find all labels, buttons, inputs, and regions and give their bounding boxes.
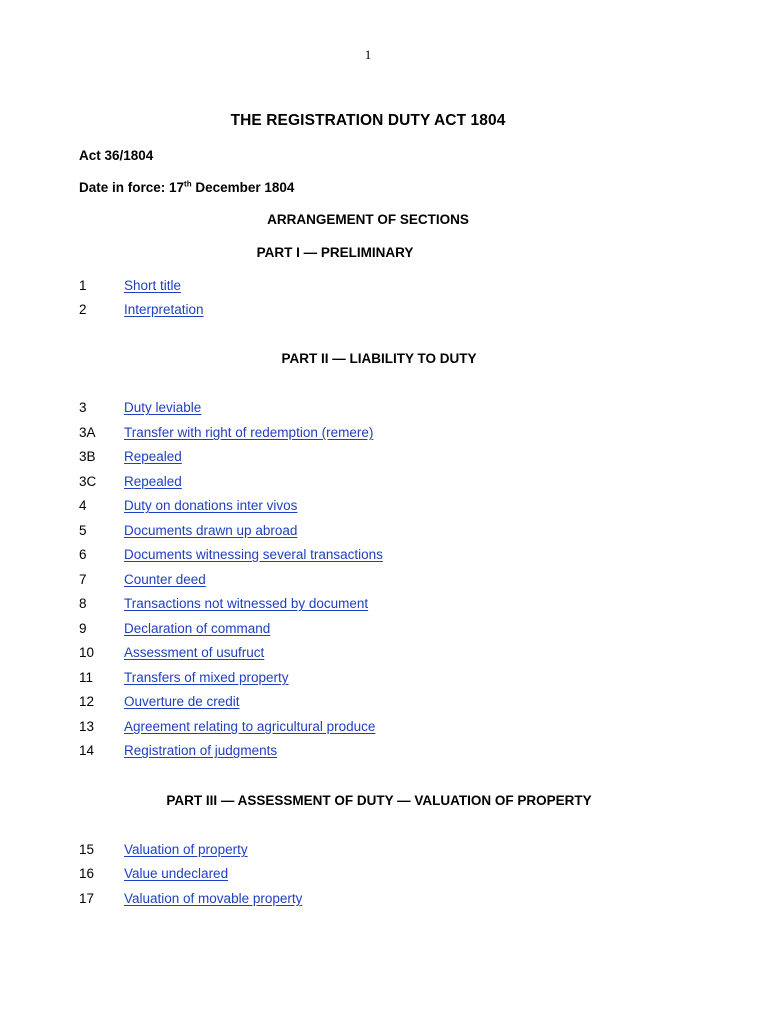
section-row — [0, 864, 770, 884]
section-link-repealed-3b[interactable]: Repealed — [124, 449, 182, 464]
section-link-short-title[interactable]: Short title — [124, 278, 182, 293]
section-number: 10 — [79, 645, 95, 660]
section-link-duty-leviable[interactable]: Duty leviable — [124, 400, 202, 415]
section-row — [0, 741, 770, 761]
section-row — [0, 521, 770, 541]
section-number: 11 — [79, 670, 94, 685]
section-link-movable-property[interactable]: Valuation of movable property — [124, 891, 303, 906]
section-link-mixed-property[interactable]: Transfers of mixed property — [124, 670, 289, 685]
section-row — [0, 643, 770, 663]
date-in-force-prefix: Date in force: 17 — [79, 180, 185, 195]
section-link-declaration-command[interactable]: Declaration of command — [124, 621, 271, 636]
section-row — [0, 300, 770, 320]
page-number: 1 — [364, 47, 372, 62]
section-number: 3B — [79, 449, 96, 464]
section-row — [0, 840, 770, 860]
part-heading-1: PART I — PRELIMINARY — [256, 245, 414, 260]
section-row — [0, 717, 770, 737]
date-in-force — [79, 180, 294, 195]
section-number: 8 — [79, 596, 87, 611]
section-row — [0, 570, 770, 590]
section-row — [0, 545, 770, 565]
section-row — [0, 472, 770, 492]
section-row — [0, 447, 770, 467]
section-link-value-undeclared[interactable]: Value undeclared — [124, 866, 229, 881]
section-number: 2 — [79, 302, 87, 317]
act-number: Act 36/1804 — [79, 148, 154, 163]
part-heading-3: PART III — ASSESSMENT OF DUTY — VALUATION OF PROPERTY — [166, 793, 592, 808]
section-number: 6 — [79, 547, 87, 562]
section-link-counter-deed[interactable]: Counter deed — [124, 572, 206, 587]
document-title: THE REGISTRATION DUTY ACT 1804 — [230, 112, 506, 129]
section-number: 3 — [79, 400, 87, 415]
date-in-force-ordinal: th — [184, 179, 192, 189]
section-link-usufruct[interactable]: Assessment of usufruct — [124, 645, 265, 660]
section-number: 9 — [79, 621, 87, 636]
section-link-transfer-redemption[interactable]: Transfer with right of redemption (remere) — [124, 425, 374, 440]
section-row — [0, 889, 770, 909]
section-link-documents-several[interactable]: Documents witnessing several transactions — [124, 547, 383, 562]
section-number: 14 — [79, 743, 95, 758]
section-link-judgments[interactable]: Registration of judgments — [124, 743, 278, 758]
section-number: 7 — [79, 572, 87, 587]
section-link-valuation-property[interactable]: Valuation of property — [124, 842, 248, 857]
section-number: 3C — [79, 474, 97, 489]
section-number: 17 — [79, 891, 95, 906]
section-row — [0, 692, 770, 712]
section-link-agricultural-produce[interactable]: Agreement relating to agricultural produce — [124, 719, 376, 734]
section-link-interpretation[interactable]: Interpretation — [124, 302, 204, 317]
section-link-documents-abroad[interactable]: Documents drawn up abroad — [124, 523, 298, 538]
section-link-donations[interactable]: Duty on donations inter vivos — [124, 498, 298, 513]
section-link-repealed-3c[interactable]: Repealed — [124, 474, 182, 489]
section-row — [0, 496, 770, 516]
part-heading-2: PART II — LIABILITY TO DUTY — [281, 351, 477, 366]
section-number: 16 — [79, 866, 95, 881]
section-row — [0, 398, 770, 418]
section-row — [0, 276, 770, 296]
section-number: 1 — [79, 278, 87, 293]
date-in-force-suffix: December 1804 — [191, 180, 295, 195]
section-row — [0, 423, 770, 443]
section-number: 3A — [79, 425, 96, 440]
section-link-ouverture-credit[interactable]: Ouverture de credit — [124, 694, 240, 709]
section-number: 5 — [79, 523, 87, 538]
section-link-transactions-not-witnessed[interactable]: Transactions not witnessed by document — [124, 596, 369, 611]
arrangement-heading: ARRANGEMENT OF SECTIONS — [267, 212, 469, 227]
section-number: 13 — [79, 719, 95, 734]
section-row — [0, 668, 770, 688]
section-number: 4 — [79, 498, 87, 513]
section-number: 15 — [79, 842, 95, 857]
section-row — [0, 594, 770, 614]
section-number: 12 — [79, 694, 95, 709]
section-row — [0, 619, 770, 639]
